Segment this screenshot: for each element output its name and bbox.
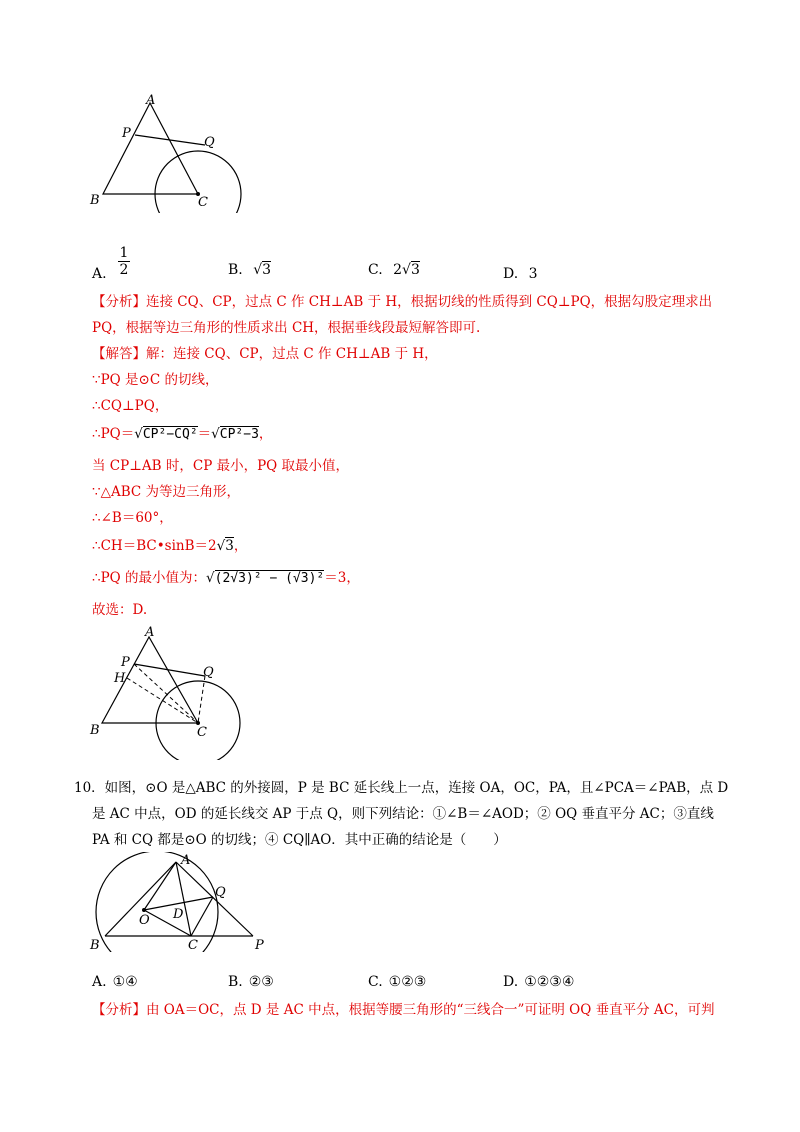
question-10-line-1: 10．如图，⊙O 是△ABC 的外接圆，P 是 BC 延长线上一点，连接 OA，OC，PA，且∠PCA＝∠PAB，点 D <box>74 780 729 796</box>
q10-option-c: C. ①②③ <box>368 974 427 990</box>
figure-2 <box>85 620 255 760</box>
label-A: A <box>145 625 155 640</box>
solution-line-8: ∴CH＝BC•sinB＝2√3， <box>92 538 248 554</box>
option-b: B. √3 <box>228 262 272 278</box>
analysis-line-1: 【分析】连接 CQ、CP，过点 C 作 CH⊥AB 于 H，根据切线的性质得到 CQ⊥PQ，根据勾股定理求出 <box>92 294 713 310</box>
figure-1 <box>85 88 255 213</box>
fraction-den: 2 <box>119 262 129 278</box>
q10-option-b: B. ②③ <box>228 974 274 990</box>
q10-option-a: A. ①④ <box>92 974 138 990</box>
label-B: B <box>90 938 100 952</box>
solution-line-4: ∴PQ＝√CP²−CQ²＝√CP²−3， <box>92 426 273 442</box>
option-d: D. 3 <box>503 266 538 282</box>
solution-line-5: 当 CP⊥AB 时，CP 最小，PQ 取最小值， <box>92 458 350 474</box>
label-H: H <box>114 671 126 686</box>
label-C: C <box>197 725 207 740</box>
question-10-line-2: 是 AC 中点，OD 的延长线交 AP 于点 Q，则下列结论：①∠B＝∠AOD；② OQ 垂直平分 AC；③直线 <box>92 806 714 822</box>
analysis-line-2: PQ，根据等边三角形的性质求出 CH，根据垂线段最短解答即可. <box>92 320 481 336</box>
label-Q: Q <box>215 885 226 900</box>
solution-line-3: ∴CQ⊥PQ， <box>92 398 169 414</box>
label-D: D <box>173 907 184 922</box>
label-Q: Q <box>204 135 215 150</box>
label-P: P <box>122 126 131 141</box>
solution-line-1: 【解答】解：连接 CQ、CP，过点 C 作 CH⊥AB 于 H， <box>92 346 438 362</box>
question-10-line-3: PA 和 CQ 都是⊙O 的切线；④ CQ∥AO．其中正确的结论是（ ） <box>92 832 507 848</box>
option-c: C. 2√3 <box>368 262 420 278</box>
label-C: C <box>198 195 208 210</box>
fraction-num: 1 <box>119 245 129 261</box>
solution-line-10: 故选：D. <box>92 602 148 618</box>
label-O: O <box>139 913 150 928</box>
label-P: P <box>255 938 264 952</box>
q10-option-d: D. ①②③④ <box>503 974 575 990</box>
solution-line-9: ∴PQ 的最小值为：√(2√3)² − (√3)²＝3， <box>92 570 360 586</box>
label-B: B <box>90 723 100 738</box>
label-B: B <box>90 193 100 208</box>
solution-line-2: ∵PQ 是⊙C 的切线， <box>92 372 219 388</box>
label-C: C <box>188 938 198 952</box>
label-P: P <box>121 655 130 670</box>
solution-line-7: ∴∠B＝60°， <box>92 510 173 526</box>
figure-3 <box>85 852 285 952</box>
solution-line-6: ∵△ABC 为等边三角形， <box>92 484 241 500</box>
label-A: A <box>146 93 156 108</box>
label-Q: Q <box>203 665 214 680</box>
label-A: A <box>181 853 191 868</box>
q10-analysis-line-1: 【分析】由 OA＝OC，点 D 是 AC 中点，根据等腰三角形的“三线合一”可证明 OQ 垂直平分 AC，可判 <box>92 1002 715 1018</box>
